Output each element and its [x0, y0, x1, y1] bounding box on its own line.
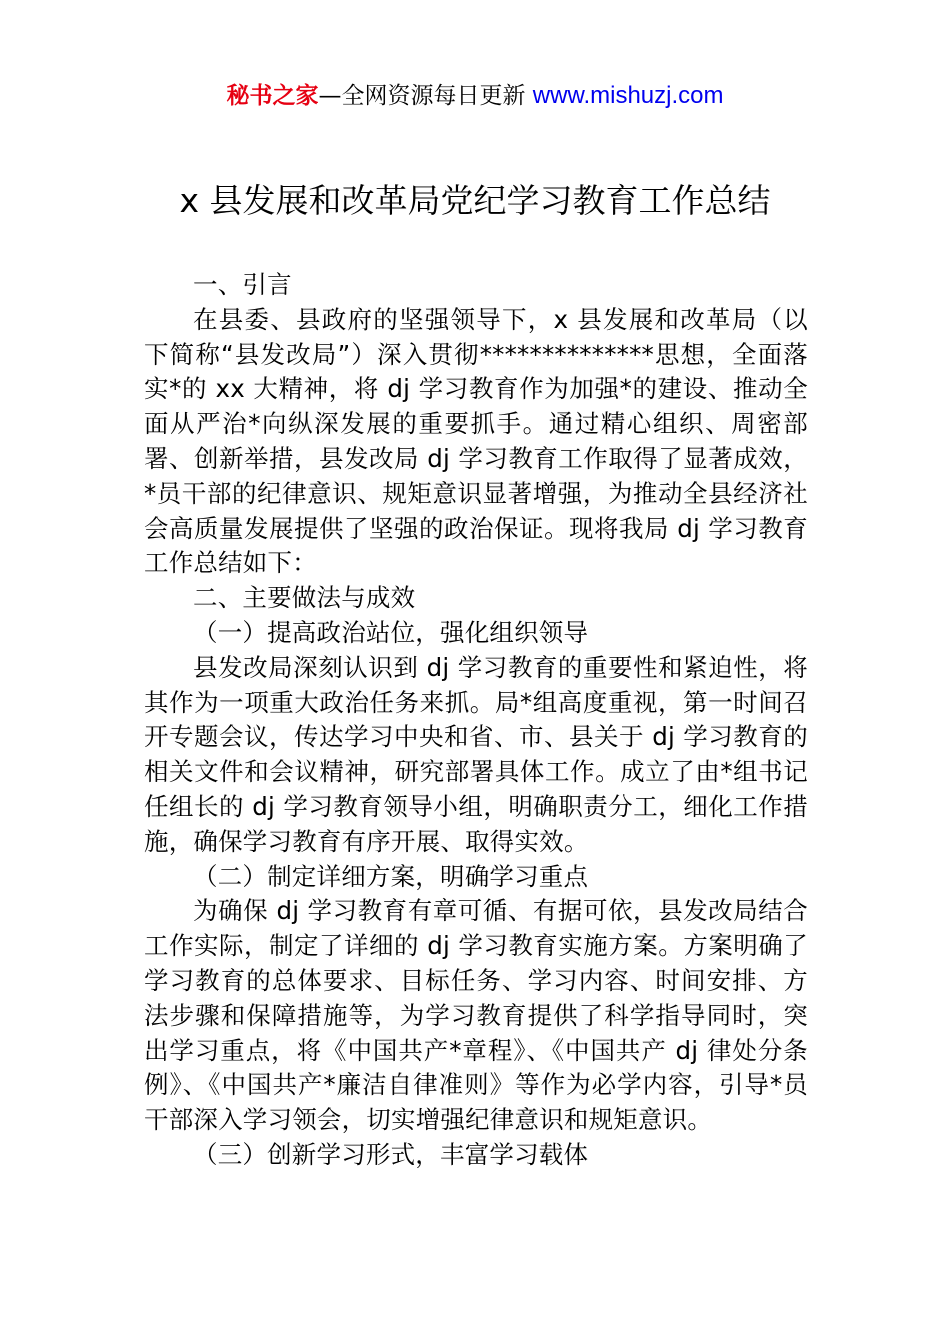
subsection-heading: （一）提高政治站位，强化组织领导 [193, 617, 589, 647]
site-url-link[interactable]: www.mishuzj.com [532, 82, 724, 109]
site-header [0, 80, 950, 112]
body-paragraph: 为确保 dj 学习教育有章可循、有据可依，县发改局结合工作实际，制定了详细的 dj 学习教育实施方案。方案明确了学习教育的总体要求、目标任务、学习内容、时间安排、方法步骤和保障措施等，为学习教育提供了科学指导同时，突出学习重点，将《中国共产*章程》、《中国共产 dj 律处分条例》、《中国共产*廉洁自律准则》等作为必学内容，引导*员干部深入学习领会，切实增强纪律意识和规矩意识。 [144, 896, 808, 1135]
document-title: x 县发展和改革局党纪学习教育工作总结 [179, 181, 771, 220]
subsection-heading: （二）制定详细方案，明确学习重点 [193, 861, 589, 891]
section-heading-introduction: 一、引言 [193, 270, 292, 299]
body-paragraph: 在县委、县政府的坚强领导下，x 县发展和改革局（以下简称“县发改局”）深入贯彻**************思想，全面落实*的 xx 大精神，将 dj 学习教育作为加强*的建设、推动全面从严治*向纵深发展的重要抓手。通过精心组织、周密部署、创新举措，县发改局 dj 学习教育工作取得了显著成效，*员干部的纪律意识、规矩意识显著增强，为推动全县经济社会高质量发展提供了坚强的政治保证。现将我局 dj 学习教育工作总结如下： [144, 304, 808, 578]
subsection-heading: （三）创新学习形式，丰富学习载体 [193, 1139, 589, 1169]
body-paragraph: 县发改局深刻认识到 dj 学习教育的重要性和紧迫性，将其作为一项重大政治任务来抓。局*组高度重视，第一时间召开专题会议，传达学习中央和省、市、县关于 dj 学习教育的相关文件和会议精神，研究部署具体工作。成立了由*组书记任组长的 dj 学习教育领导小组，明确职责分工，细化工作措施，确保学习教育有序开展、取得实效。 [144, 652, 808, 856]
site-slogan: —全网资源每日更新 [318, 83, 533, 109]
document-body [144, 268, 808, 1173]
site-brand: 秘书之家 [226, 83, 319, 109]
section-heading-practices: 二、主要做法与成效 [193, 583, 416, 613]
